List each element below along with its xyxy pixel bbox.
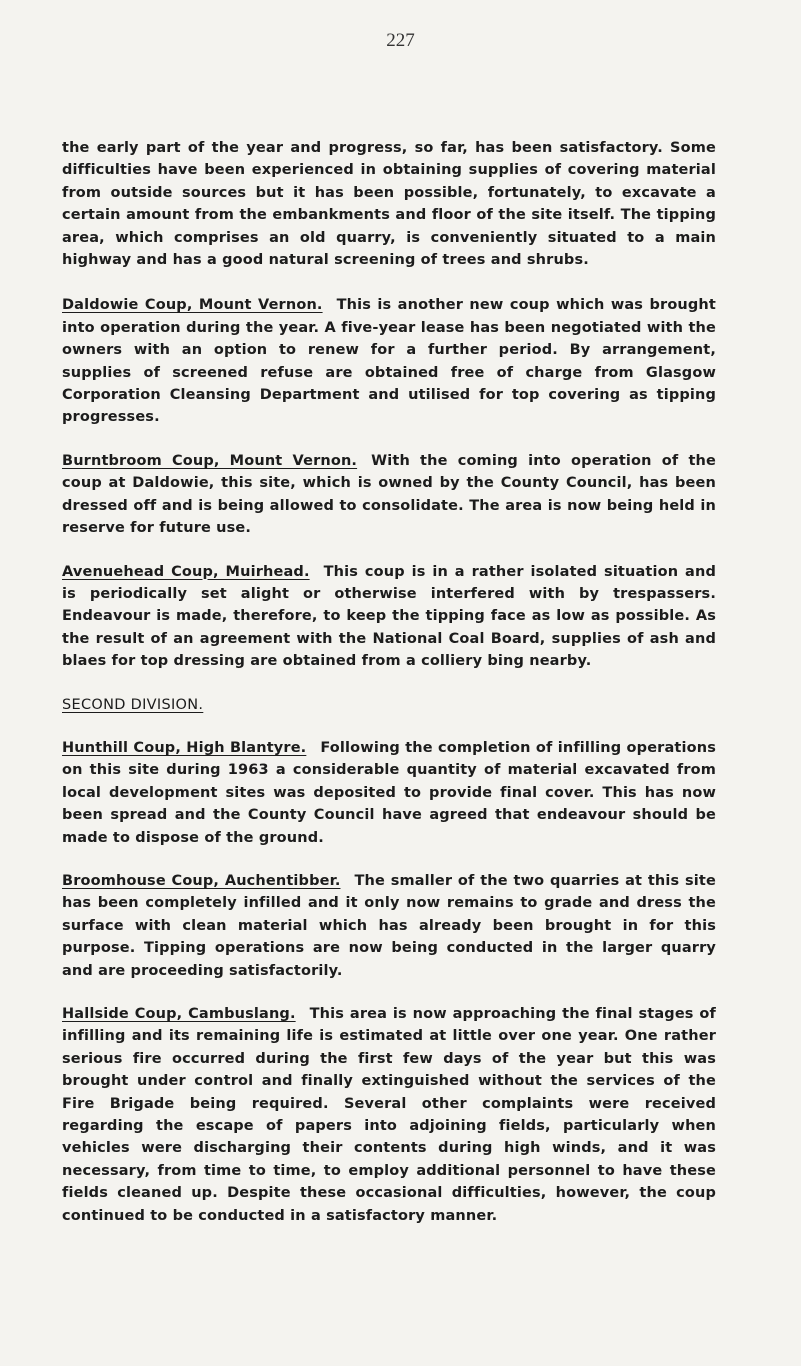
- paragraph-text: Following the completion of infilling operations on this site during 1963 a considerable quantity of material excavated from local development sites was deposited to provide final cover. This has now been spread and the County Council have agreed that endeavour should be made to dispose of the ground.: [62, 739, 716, 846]
- paragraph-text: This is another new coup which was brought into operation during the year. A five-year lease has been negotiated with the owners with an option to renew for a further period. By arrangement, supplies of screened refuse are obtained free of charge from Glasgow Corporation Cleansing Department and utilised for top covering as tipping progresses.: [62, 297, 716, 426]
- paragraph-text: the early part of the year and progress, so far, has been satisfactory. Some difficulties have been experienced in obtaining supplies of covering material from outside sources but it has been possible, fortunately, to excavate a certain amount from the embankments and floor of the site itself. The tipping area, which comprises an old quarry, is conveniently situated to a main highway and has a good natural screening of trees and shrubs.: [62, 140, 716, 269]
- paragraph-continuation: [62, 137, 716, 271]
- paragraph-daldowie: [62, 294, 716, 428]
- section-heading: SECOND DIVISION.: [62, 696, 204, 713]
- paragraph-burntbroom: [62, 450, 716, 540]
- paragraph-heading: Daldowie Coup, Mount Vernon.: [62, 297, 323, 314]
- paragraph-hunthill: [62, 737, 716, 849]
- paragraph-text: With the coming into operation of the coup at Daldowie, this site, which is owned by the County Council, has been dressed off and is being allowed to consolidate. The area is now being held in reserve for future use.: [62, 452, 716, 537]
- paragraph-heading: Hunthill Coup, High Blantyre.: [62, 739, 307, 756]
- paragraph-heading: Avenuehead Coup, Muirhead.: [62, 563, 310, 580]
- paragraph-hallside: [62, 1003, 716, 1227]
- page-number: 227: [386, 30, 415, 51]
- paragraph-text: The smaller of the two quarries at this site has been completely infilled and it only now remains to grade and dress the surface with clean material which has already been brought in for this purpose. Tipping operations are now being conducted in the larger quarry and are proceeding satisfactorily.: [62, 872, 716, 979]
- paragraph-heading: Broomhouse Coup, Auchentibber.: [62, 872, 341, 889]
- paragraph-broomhouse: [62, 870, 716, 982]
- paragraph-text: This area is now approaching the final stages of infilling and its remaining life is estimated at little over one year. One rather serious fire occurred during the first few days of the year but this was brought under control and finally extinguished without the services of the Fire Brigade being required. Several other complaints were received regarding the escape of papers into adjoining fields, particularly when vehicles were discharging their contents during high winds, and it was necessary, from time to time, to employ additional personnel to have these fields cleaned up. Despite these occasional difficulties, however, the coup continued to be conducted in a satisfactory manner.: [62, 1006, 716, 1224]
- paragraph-text: This coup is in a rather isolated situation and is periodically set alight or otherwise interfered with by trespassers. Endeavour is made, therefore, to keep the tipping face as low as possible. As the result of an agreement with the National Coal Board, supplies of ash and blaes for top dressing are obtained from a colliery bing nearby.: [62, 563, 716, 670]
- report-body: [62, 137, 716, 1248]
- paragraph-heading: Hallside Coup, Cambuslang.: [62, 1006, 296, 1022]
- paragraph-heading: Burntbroom Coup, Mount Vernon.: [62, 452, 358, 469]
- paragraph-avenuehead: [62, 561, 716, 673]
